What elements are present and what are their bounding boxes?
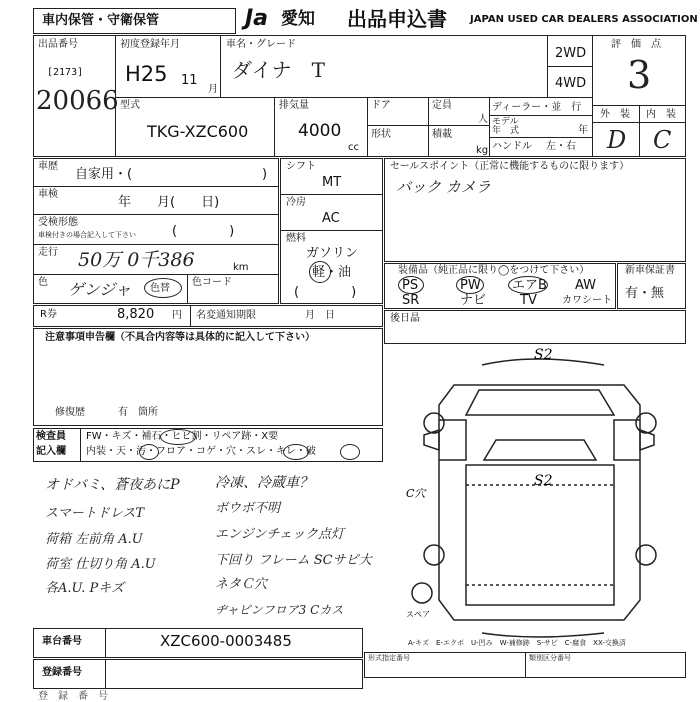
note-line-7: 荷室 仕切り角 A.U [45, 557, 156, 572]
ac-label: 冷房 [286, 197, 306, 208]
note-line-8: 下回り フレーム SCサビ大 [215, 553, 372, 568]
equipment-aw: AW [575, 278, 597, 293]
load-unit: kg [476, 145, 489, 156]
model-value: ダイナ T [232, 58, 325, 82]
note-line-11: ヂャビンフロア3 Cカス [215, 603, 344, 617]
exterior-grade: D [607, 126, 627, 154]
form-title: 出品申込書 [347, 7, 447, 31]
fuel-option: 軽・油 [312, 265, 352, 280]
displacement-unit: cc [348, 142, 359, 153]
type-cert-label: 形式指定番号 [368, 654, 410, 662]
color-code-label: 色コード [192, 277, 232, 288]
diagram-side-mark: C穴 [406, 487, 426, 500]
history-close: ) [262, 167, 268, 182]
repair-label: 修復歴 [55, 407, 85, 418]
checker-circle-4 [340, 444, 360, 460]
checker-circle-2 [139, 444, 159, 460]
org-name: 愛知 [281, 9, 315, 29]
note-line-3: スマートドレスT [45, 506, 145, 521]
note-line-9: 各A.U. Pキズ [45, 581, 125, 596]
diagram-center-mark: S2 [534, 473, 553, 489]
diagram-legend: A-キズ E-エクボ U-凹み W-補修跡 S-サビ C-腐食 XX-交換済 [408, 639, 626, 647]
note-line-4: ボウボ不明 [215, 501, 281, 516]
lot-number: 20066 [36, 86, 119, 116]
association-name: JAPAN USED CAR DEALERS ASSOCIATION [470, 14, 698, 25]
spare-label: スペア [406, 610, 430, 619]
note-line-2: 冷凍、冷蔵車？ [215, 475, 313, 491]
type-value: TKG-XZC600 [147, 122, 249, 141]
chassis-label: 車台番号 [42, 636, 82, 647]
ja-logo-icon: Ja [245, 6, 269, 31]
registration-era-year: H25 [125, 62, 168, 86]
warranty-value: 有・無 [625, 286, 665, 301]
back-date-label: 後日晶 [390, 313, 420, 324]
chassis-number: XZC600-0003485 [160, 632, 292, 650]
checker-circle-1 [160, 429, 196, 445]
interior-label: 内 装 [646, 109, 676, 120]
spare-tire-shape [412, 583, 432, 603]
inspection-value: 年 月( 日) [118, 195, 220, 210]
checker-label-2: 記入欄 [36, 446, 66, 457]
inspection-form-note: 車検付きの場合記入して下さい [38, 231, 136, 239]
back-date-box [384, 310, 686, 344]
registration-month-unit: 月 [208, 84, 218, 95]
note-line-1: オドバミ、蒼夜あにP [45, 477, 180, 493]
mileage-value: 50万 0千386 [78, 249, 195, 271]
inspection-form-paren: ( ) [172, 224, 235, 239]
registration-label: 初度登録年月 [120, 39, 180, 50]
fuel-paren: ( ) [294, 285, 357, 300]
reg-number-row [33, 659, 363, 689]
recycle-label: R券 [40, 309, 57, 320]
note-line-10: ネタＣ穴 [215, 577, 268, 592]
equipment-leather-seat: カワシート [562, 295, 612, 306]
note-line-5: 荷箱 左前角 A.U [45, 532, 143, 547]
notes-label: 注意事項申告欄（不具合内容等は具体的に記入して下さい） [45, 332, 315, 343]
color-change-circle [144, 278, 182, 298]
checker-label-1: 検査員 [36, 431, 66, 442]
shape-label: 形状 [371, 129, 391, 140]
mileage-label: 走行 [38, 247, 58, 258]
note-line-6: エンジンチェック点灯 [215, 527, 344, 542]
model-label: 車名・グレード [226, 39, 296, 50]
recycle-value: 8,820 [117, 307, 155, 322]
shift-value: MT [322, 175, 342, 190]
top-info-grid [33, 35, 686, 157]
repair-value: 有 箇所 [118, 407, 158, 418]
equipment-airbag: エアB [512, 278, 547, 293]
storage-label: 車内保管・守衛保管 [42, 13, 160, 28]
color-value: ゲンジャ [68, 280, 131, 299]
airbag-circle [508, 276, 548, 294]
diagram-top-mark: S2 [534, 347, 553, 363]
mileage-unit: km [233, 262, 249, 273]
checker-row-2: 内装・天・汚・フロア・コゲ・穴・スレ・キレ・破 [86, 446, 316, 457]
fuel-option-circle [309, 261, 331, 283]
class-no-label: 類別区分番号 [529, 654, 571, 662]
tax-notice-value: 月 日 [305, 310, 335, 321]
drive-2wd: 2WD [555, 46, 587, 61]
type-label: 型式 [120, 100, 140, 111]
seats-label: 定員 [432, 100, 452, 111]
door-label: ドア [371, 100, 391, 111]
warranty-label: 新車保証書 [625, 265, 675, 276]
score-label: 評 価 点 [611, 39, 661, 50]
inspection-form-label: 受検形態 [38, 217, 78, 228]
handle-label: ハンドル [492, 141, 532, 152]
displacement-value: 4000 [298, 121, 342, 141]
recycle-unit: 円 [172, 310, 182, 321]
history-value: 自家用・( [75, 167, 133, 182]
checker-circle-3 [283, 444, 309, 460]
interior-grade: C [653, 126, 672, 154]
equipment-pw: PW [460, 278, 481, 293]
storage-label-box [33, 8, 236, 34]
dealer-label: ディーラー・並 行 [492, 102, 582, 113]
equipment-ps: PS [402, 278, 419, 293]
model-year-label: モデル 年 式 [492, 117, 520, 137]
handle-value: 左・右 [546, 141, 576, 152]
exterior-label: 外 装 [600, 109, 630, 120]
footer-row: 登 録 番 号 [38, 691, 108, 702]
displacement-label: 排気量 [279, 100, 309, 111]
equipment-tv: TV [520, 293, 537, 308]
reg-number-label: 登録番号 [42, 667, 82, 678]
registration-month: 11 [181, 73, 198, 88]
score-value: 3 [627, 53, 652, 97]
selling-point-box [384, 158, 686, 262]
equipment-label: 装備品（純正品に限り◯をつけて下さい） [398, 265, 590, 276]
fuel-value: ガソリン [306, 246, 359, 261]
history-label: 車歴 [38, 161, 58, 172]
lot-sub: [2173] [47, 67, 84, 78]
seats-unit: 人 [478, 114, 488, 125]
selling-point-label: セールスポイント（正常に機能するものに限ります） [390, 161, 630, 172]
equipment-sr: SR [402, 293, 420, 308]
inspection-label: 車検 [38, 189, 58, 200]
equipment-navi: ナビ [460, 293, 487, 308]
vehicle-diagram [384, 345, 686, 645]
ps-circle [398, 276, 424, 294]
drive-4wd: 4WD [555, 76, 587, 91]
checker-row-1: FW・キズ・補石・ヒビ割・リペア跡・X要 [86, 431, 279, 442]
load-label: 積載 [432, 129, 452, 140]
tax-notice-label: 名変通知期限 [196, 310, 256, 321]
ac-value: AC [322, 211, 340, 226]
fuel-label: 燃料 [286, 233, 306, 244]
shift-label: シフト [286, 161, 316, 172]
pw-circle [456, 276, 484, 294]
lot-label: 出品番号 [38, 39, 78, 50]
selling-point-value: バック カメラ [396, 178, 491, 196]
model-year-unit: 年 [578, 125, 588, 136]
color-change: 色替 [150, 283, 170, 294]
color-label: 色 [38, 277, 48, 288]
